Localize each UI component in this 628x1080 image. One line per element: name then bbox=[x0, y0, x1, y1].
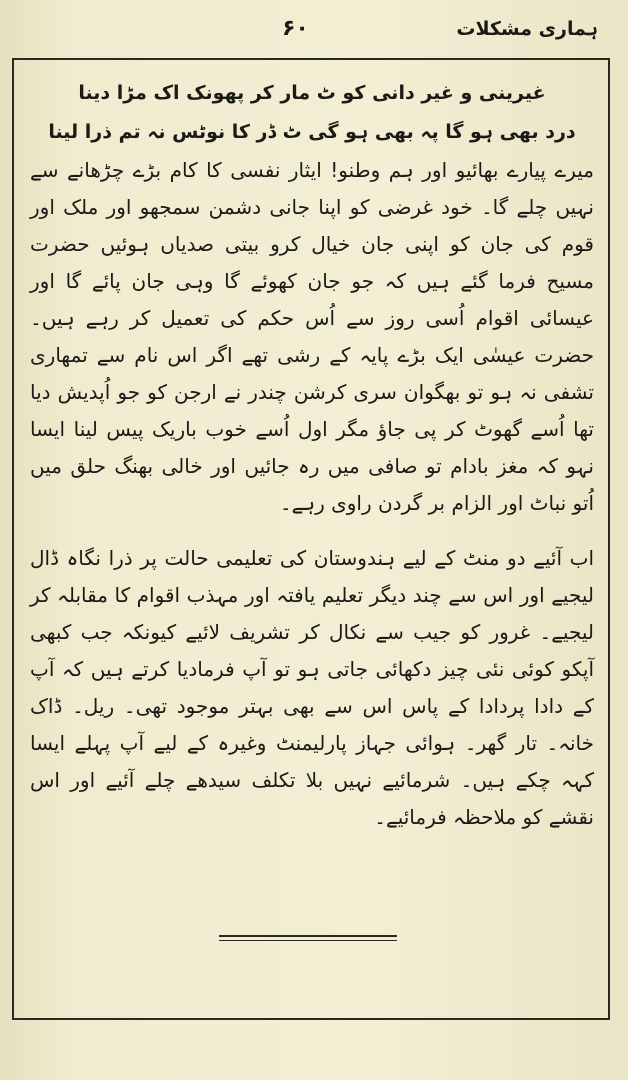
closing-rule-thin bbox=[219, 940, 397, 941]
paragraph-1: میرے پیارے بھائیو اور ہم وطنو! ایثار نفسی کا کام بڑے چڑھانے سے نہیں چلے گا۔ خود غرضی کو اپنا جانی دشمن سمجھو اور ملک اور قوم کی جان کو اپنی جان خیال کرو بیتی صدیاں ہوئیں حضرت مسیح فرما گئے ہیں کہ جو جان کھوئے گا وہی جان پائے گا اور عیسائی اقوام اُسی روز سے اُس حکم کی تعمیل کر رہے ہیں۔ حضرت عیسٰی ایک بڑے پایہ کے رشی تھے اگر اس نام سے تمھاری تشفی نہ ہو تو بھگوان سری کرشن چندر نے ارجن کو جو اُپدیش دیا تھا اُسے گھوٹ کر پی جاؤ مگر اول اُسے خوب باریک پیس لینا ایسا نہو کہ مغز بادام تو صافی میں رہ جائیں اور خالی بھنگ حلق میں اُتو نباٹ اور الزام بر گردن راوی رہے۔ bbox=[30, 158, 594, 515]
verse-line-1: غیرینی و غیر دانی کو ٹ مار کر پھونک اک مڑا دینا bbox=[78, 82, 546, 104]
running-head bbox=[12, 14, 616, 54]
closing-rule bbox=[219, 935, 397, 937]
text-block bbox=[30, 74, 594, 836]
verse-line-2: درد بھی ہو گا پہ بھی ہو گی ٹ ڈر کا نوٹس نہ تم ذرا لینا bbox=[48, 121, 576, 143]
page-number: ۶۰ bbox=[282, 16, 309, 41]
paragraph-2: اب آئیے دو منٹ کے لیے ہندوستان کی تعلیمی حالت پر ذرا نگاہ ڈال لیجیے اور اس سے چند دیگر تعلیم یافتہ اور مہذب اقوام کا مقابلہ کر لیجیے۔ غرور کو جیب سے نکال کر تشریف لائیے کیونکہ جب کبھی آپکو کوئی نئی چیز دکھائی جاتی ہو تو آپ فرمادیا کرتے ہیں کہ آپ کے دادا پردادا کے پاس اس سے بھی بہتر موجود تھی۔ ریل۔ ڈاک خانہ۔ تار گھر۔ ہوائی جہاز پارلیمنٹ وغیرہ کے لیے آپ پہلے ایسا کہہ چکے ہیں۔ شرمائیے نہیں بلا تکلف سیدھے چلے آئیے اور اس نقشے کو ملاحظہ فرمائیے۔ bbox=[30, 546, 594, 829]
running-title: ہماری مشکلات bbox=[456, 18, 598, 40]
text-frame bbox=[12, 58, 610, 1020]
